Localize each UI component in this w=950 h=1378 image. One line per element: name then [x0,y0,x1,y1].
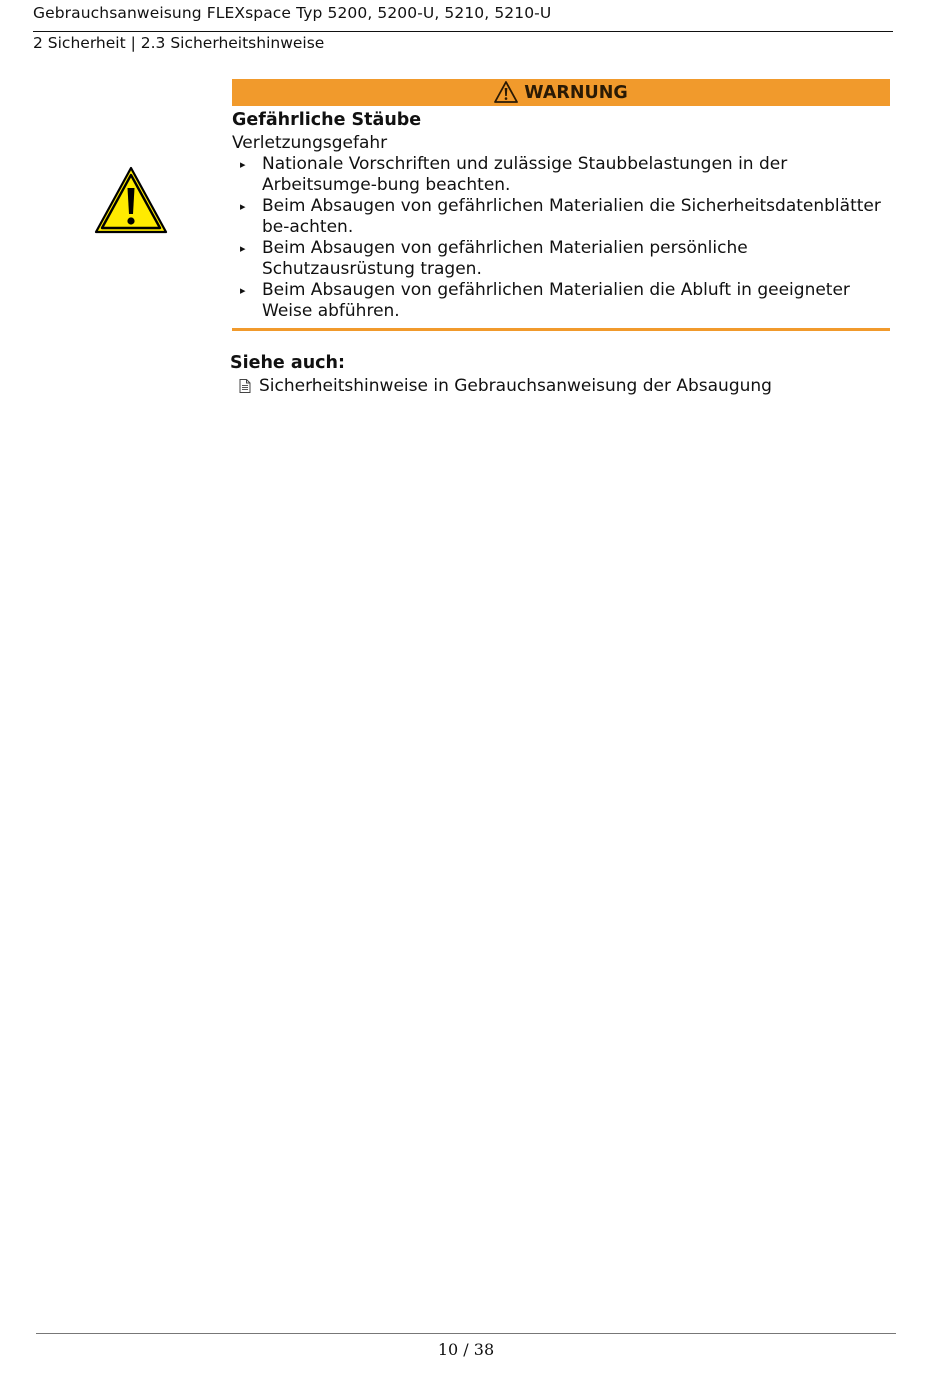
warning-triangle-icon [94,166,168,234]
document-title: Gebrauchsanweisung FLEXspace Typ 5200, 5200-U, 5210, 5210-U [33,4,552,22]
warning-banner [232,79,890,106]
header-rule [33,31,893,32]
measure-text: Nationale Vorschriften und zulässige Staubbelastungen in der Arbeitsumge-bung beachten. [262,154,788,195]
hazard-title: Gefährliche Stäube [232,110,422,130]
footer-rule [36,1333,896,1334]
warning-box [232,79,890,331]
measure-item [232,280,890,322]
page-number: 10 / 38 [437,1340,495,1359]
bullet-icon: ▸ [240,284,246,297]
measure-text: Beim Absaugen von gefährlichen Materialien persönliche Schutzausrüstung tragen. [262,238,748,279]
document-icon [239,379,251,393]
consequence: Verletzungsgefahr [232,133,388,153]
see-also-section [230,352,772,397]
breadcrumb: 2 Sicherheit | 2.3 Sicherheitshinweise [33,34,325,52]
bullet-icon: ▸ [240,242,246,255]
measure-item [232,238,890,280]
measures-list [232,154,890,322]
see-also-link[interactable] [230,375,772,397]
see-also-label: Siehe auch: [230,353,345,373]
measure-item [232,154,890,196]
measure-text: Beim Absaugen von gefährlichen Materialien die Abluft in geeigneter Weise abführen. [262,280,850,321]
see-also-link-text[interactable]: Sicherheitshinweise in Gebrauchsanweisung der Absaugung [259,376,772,396]
warning-triangle-icon [494,81,518,103]
measure-text: Beim Absaugen von gefährlichen Materialien die Sicherheitsdatenblätter be-achten. [262,196,881,237]
signal-word: WARNUNG [524,82,628,103]
bullet-icon: ▸ [240,200,246,213]
bullet-icon: ▸ [240,158,246,171]
warning-bottom-rule [232,328,890,331]
measure-item [232,196,890,238]
